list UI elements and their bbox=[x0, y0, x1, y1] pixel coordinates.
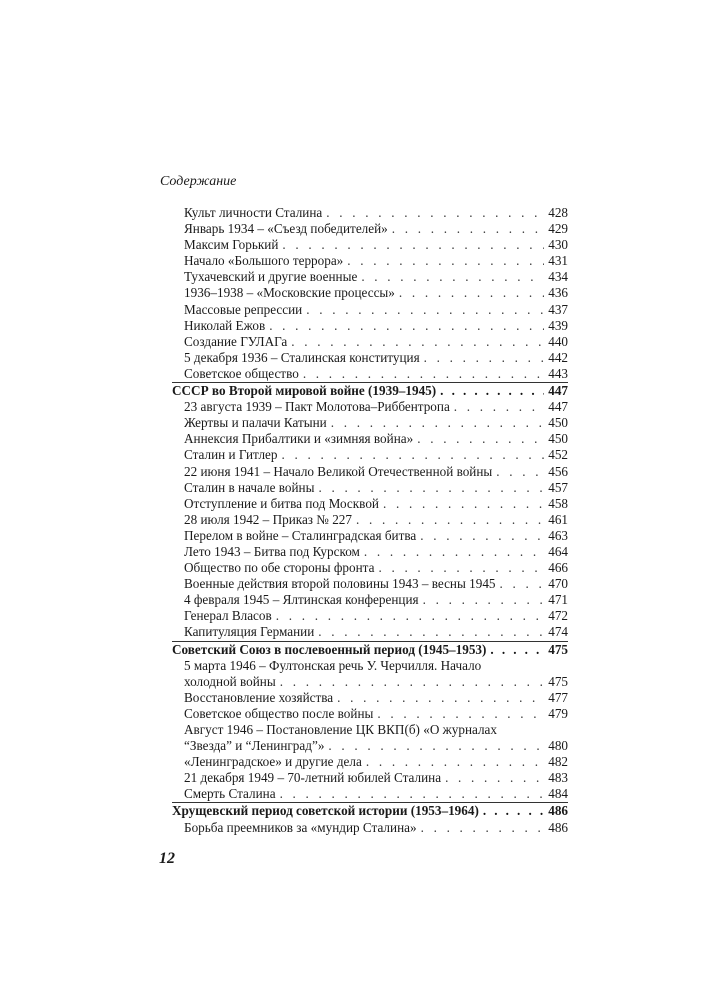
toc-entry-page: 450 bbox=[548, 431, 568, 447]
toc-entry-title: Отступление и битва под Москвой bbox=[184, 495, 379, 511]
dot-leader bbox=[291, 334, 544, 350]
toc-entry bbox=[172, 205, 568, 221]
toc-entry-page: 452 bbox=[548, 447, 568, 463]
dot-leader bbox=[280, 786, 545, 802]
toc-entry bbox=[172, 464, 568, 480]
dot-leader bbox=[347, 253, 544, 269]
toc-entry-title: 1936–1938 – «Московские процессы» bbox=[184, 285, 395, 301]
toc-entry-title: 21 декабря 1949 – 70-летний юбилей Сталина bbox=[184, 770, 442, 786]
toc-section-title: Советский Союз в послевоенный период (1945–1953) bbox=[172, 641, 487, 657]
toc-entry bbox=[172, 496, 568, 512]
toc-section bbox=[172, 641, 568, 658]
toc-entry-title: Массовые репрессии bbox=[184, 301, 303, 317]
running-head: Содержание bbox=[160, 174, 237, 189]
dot-leader bbox=[383, 496, 544, 512]
dot-leader bbox=[423, 592, 545, 608]
toc-entry-page: 474 bbox=[548, 624, 568, 640]
dot-leader bbox=[328, 738, 544, 754]
toc-entry-title: Максим Горький bbox=[184, 237, 279, 253]
toc-entry bbox=[172, 624, 568, 640]
dot-leader bbox=[280, 674, 544, 690]
toc-entry-title: Смерть Сталина bbox=[184, 786, 276, 802]
toc-section-title: СССР во Второй мировой войне (1939–1945) bbox=[172, 383, 437, 399]
toc-entry-title: «Ленинградское» и другие дела bbox=[184, 754, 362, 770]
dot-leader bbox=[326, 205, 544, 221]
toc-entry-title: Николай Ежов bbox=[184, 317, 266, 333]
toc-entry-title-line: Август 1946 – Постановление ЦК ВКП(б) «О журналах bbox=[184, 722, 497, 737]
toc-entry-page: 479 bbox=[548, 705, 568, 721]
toc-section-title: Хрущевский период советской истории (1953–1964) bbox=[172, 803, 479, 819]
toc-entry-title: Сталин в начале войны bbox=[184, 479, 315, 495]
dot-leader bbox=[454, 399, 544, 415]
toc-entry-page: 430 bbox=[548, 237, 568, 253]
toc-entry-title: Создание ГУЛАГа bbox=[184, 333, 288, 349]
toc-entry bbox=[172, 447, 568, 463]
toc-entry bbox=[172, 528, 568, 544]
toc-entry-page: 440 bbox=[548, 333, 568, 349]
toc-entry-page: 483 bbox=[548, 770, 568, 786]
toc-entry-page: 443 bbox=[548, 365, 568, 381]
dot-leader bbox=[483, 803, 544, 819]
toc-entry-title: “Звезда” и “Ленинград”» bbox=[184, 738, 325, 754]
dot-leader bbox=[331, 415, 545, 431]
toc-section-page: 486 bbox=[548, 803, 568, 819]
dot-leader bbox=[318, 624, 544, 640]
toc-entry-page: 437 bbox=[548, 301, 568, 317]
toc-entry-page: 431 bbox=[548, 253, 568, 269]
toc-entry-page: 477 bbox=[548, 689, 568, 705]
toc-entry-page: 464 bbox=[548, 543, 568, 559]
dot-leader bbox=[490, 642, 544, 658]
toc-entry-title: Генерал Власов bbox=[184, 608, 272, 624]
toc-entry bbox=[172, 285, 568, 301]
toc-entry bbox=[172, 706, 568, 722]
dot-leader bbox=[500, 576, 545, 592]
toc-section-page: 475 bbox=[548, 641, 568, 657]
dot-leader bbox=[366, 754, 544, 770]
toc-entry bbox=[172, 658, 568, 690]
toc-entry-page: 456 bbox=[548, 463, 568, 479]
toc-entry bbox=[172, 608, 568, 624]
toc-entry bbox=[172, 820, 568, 836]
toc-entry-title: Аннексия Прибалтики и «зимняя война» bbox=[184, 431, 414, 447]
toc-entry-title: Капитуляция Германии bbox=[184, 624, 315, 640]
toc-entry-title: Советское общество bbox=[184, 365, 299, 381]
toc-entry-title: 28 июля 1942 – Приказ № 227 bbox=[184, 511, 352, 527]
toc-entry bbox=[172, 366, 568, 382]
toc-entry-title: Борьба преемников за «мундир Сталина» bbox=[184, 819, 417, 835]
dot-leader bbox=[445, 770, 544, 786]
toc-entry-page: 428 bbox=[548, 205, 568, 220]
toc-entry bbox=[172, 269, 568, 285]
toc-entry bbox=[172, 690, 568, 706]
toc-entry bbox=[172, 253, 568, 269]
toc-entry-title: Восстановление хозяйства bbox=[184, 689, 334, 705]
toc-entry-page: 457 bbox=[548, 479, 568, 495]
toc-entry-title: Советское общество после войны bbox=[184, 705, 374, 721]
toc-entry-page: 439 bbox=[548, 317, 568, 333]
toc-entry bbox=[172, 786, 568, 802]
toc-entry bbox=[172, 512, 568, 528]
toc-entry-title: Перелом в войне – Сталинградская битва bbox=[184, 527, 417, 543]
toc-entry-page: 447 bbox=[548, 399, 568, 415]
toc-entry-title: 5 декабря 1936 – Сталинская конституция bbox=[184, 349, 420, 365]
toc-entry bbox=[172, 399, 568, 415]
toc-entry bbox=[172, 592, 568, 608]
toc-entry bbox=[172, 415, 568, 431]
toc-entry bbox=[172, 576, 568, 592]
dot-leader bbox=[318, 480, 544, 496]
dot-leader bbox=[356, 512, 544, 528]
toc-entry bbox=[172, 560, 568, 576]
dot-leader bbox=[282, 447, 545, 463]
toc-entry bbox=[172, 722, 568, 754]
toc-entry-page: 429 bbox=[548, 221, 568, 237]
toc-entry bbox=[172, 480, 568, 496]
toc-entry-page: 470 bbox=[548, 576, 568, 592]
toc-entry bbox=[172, 318, 568, 334]
dot-leader bbox=[421, 820, 545, 836]
toc-entry-title: Общество по обе стороны фронта bbox=[184, 560, 375, 576]
dot-leader bbox=[337, 690, 544, 706]
toc-entry-title: Культ личности Сталина bbox=[184, 205, 323, 220]
dot-leader bbox=[282, 237, 544, 253]
toc-entry bbox=[172, 334, 568, 350]
dot-leader bbox=[377, 706, 544, 722]
toc-entry-title: 23 августа 1939 – Пакт Молотова–Риббентропа bbox=[184, 399, 450, 415]
toc-entry-page: 484 bbox=[548, 786, 568, 802]
toc-entry-page: 434 bbox=[548, 269, 568, 285]
dot-leader bbox=[361, 269, 544, 285]
dot-leader bbox=[303, 366, 544, 382]
dot-leader bbox=[424, 350, 545, 366]
toc-entry-title: Сталин и Гитлер bbox=[184, 447, 278, 463]
toc-entry-page: 466 bbox=[548, 560, 568, 576]
toc-entry-page: 463 bbox=[548, 527, 568, 543]
dot-leader bbox=[440, 383, 544, 399]
toc-entry-page: 436 bbox=[548, 285, 568, 301]
toc-entry bbox=[172, 754, 568, 770]
toc-entry-page: 458 bbox=[548, 495, 568, 511]
toc-entry-page: 471 bbox=[548, 592, 568, 608]
toc-entry-title: Жертвы и палачи Катыни bbox=[184, 415, 327, 431]
toc-entry-title: Тухачевский и другие военные bbox=[184, 269, 358, 285]
toc-entry-title: Лето 1943 – Битва под Курском bbox=[184, 543, 360, 559]
toc-section bbox=[172, 382, 568, 399]
toc-entry-page: 450 bbox=[548, 415, 568, 431]
toc-entry-title: 22 июня 1941 – Начало Великой Отечественной войны bbox=[184, 463, 493, 479]
toc-entry-page: 480 bbox=[548, 738, 568, 754]
dot-leader bbox=[378, 560, 544, 576]
toc-entry-title: Военные действия второй половины 1943 – весны 1945 bbox=[184, 576, 496, 592]
toc-entry-page: 475 bbox=[548, 673, 568, 689]
dot-leader bbox=[364, 544, 544, 560]
toc-entry-title: холодной войны bbox=[184, 673, 276, 689]
toc-entry bbox=[172, 770, 568, 786]
toc-entry-page: 486 bbox=[548, 819, 568, 835]
toc-entry bbox=[172, 544, 568, 560]
toc-entry-title-line: 5 марта 1946 – Фултонская речь У. Черчилля. Начало bbox=[184, 657, 482, 673]
toc-section-page: 447 bbox=[548, 383, 568, 399]
dot-leader bbox=[276, 608, 544, 624]
dot-leader bbox=[392, 221, 544, 237]
toc-entry-page: 461 bbox=[548, 511, 568, 527]
toc-entry bbox=[172, 350, 568, 366]
toc-entry bbox=[172, 221, 568, 237]
page-number: 12 bbox=[159, 850, 175, 867]
toc-entry-title: Начало «Большого террора» bbox=[184, 253, 344, 269]
toc-entry bbox=[172, 237, 568, 253]
toc-entry-title: Январь 1934 – «Съезд победителей» bbox=[184, 221, 388, 237]
toc-section bbox=[172, 802, 568, 819]
toc-entry-page: 472 bbox=[548, 608, 568, 624]
dot-leader bbox=[399, 285, 544, 301]
dot-leader bbox=[417, 431, 544, 447]
dot-leader bbox=[420, 528, 544, 544]
dot-leader bbox=[306, 302, 544, 318]
toc-entry-page: 482 bbox=[548, 754, 568, 770]
table-of-contents bbox=[172, 205, 568, 836]
toc-entry-page: 442 bbox=[548, 349, 568, 365]
dot-leader bbox=[269, 318, 544, 334]
toc-entry bbox=[172, 302, 568, 318]
toc-entry bbox=[172, 431, 568, 447]
toc-entry-title: 4 февраля 1945 – Ялтинская конференция bbox=[184, 592, 419, 608]
dot-leader bbox=[496, 464, 544, 480]
